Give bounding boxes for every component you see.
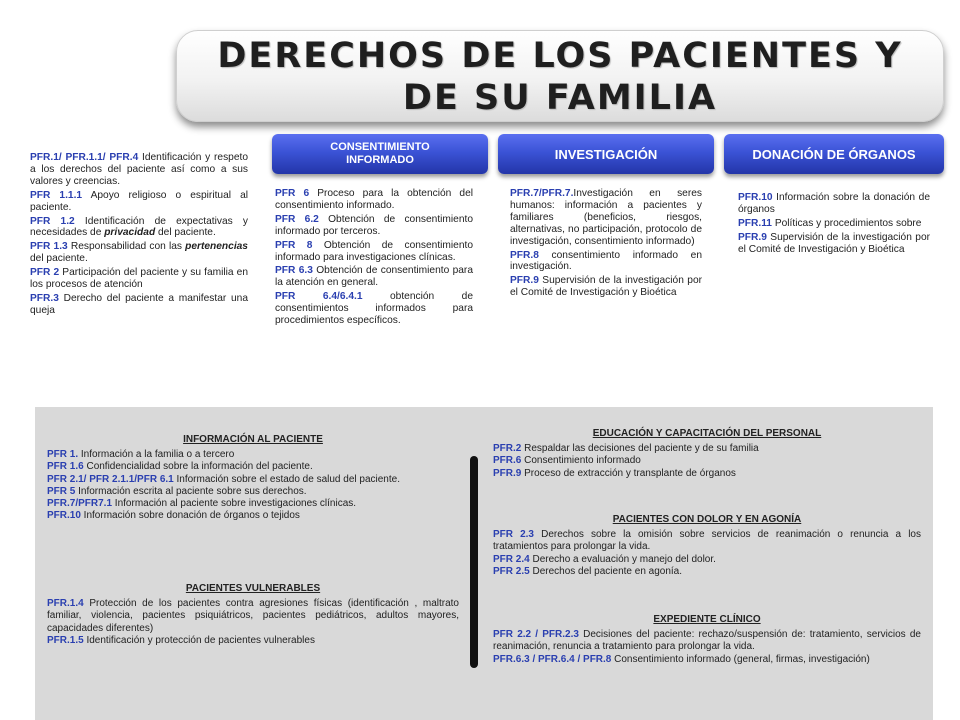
list-item xyxy=(275,188,473,212)
consentimiento-column xyxy=(275,188,473,329)
list-item xyxy=(510,188,702,248)
section-title: PACIENTES CON DOLOR Y EN AGONÍA xyxy=(612,514,802,525)
item-code: PFR.9 xyxy=(493,467,522,479)
item-code: PFR.6 xyxy=(493,455,522,467)
item-code: PFR.2 xyxy=(493,443,522,455)
page-title xyxy=(177,35,943,119)
item-code: PFR 6 xyxy=(275,188,310,199)
section-vulnerables xyxy=(47,583,459,647)
list-item xyxy=(493,529,921,553)
item-code: PFR 6.3 xyxy=(275,265,313,277)
list-item xyxy=(738,218,930,230)
item-code: PFR 2 xyxy=(30,267,60,279)
title-banner xyxy=(176,30,944,122)
header-consentimiento xyxy=(272,134,488,174)
title-line-2: DE SU FAMILIA xyxy=(402,78,718,118)
item-emphasis: privacidad xyxy=(104,227,156,239)
item-text: Información a la familia o a tercero xyxy=(78,449,235,461)
item-text: Políticas y procedimientos sobre xyxy=(771,217,922,229)
header-investigacion xyxy=(498,134,714,174)
item-code: PFR 6.2 xyxy=(275,213,319,225)
item-code: PFR.10 xyxy=(738,192,773,203)
item-text: Información sobre el estado de salud del paciente. xyxy=(173,473,400,485)
item-code: PFR.8 xyxy=(510,249,539,261)
title-line-1: DERECHOS DE LOS PACIENTES Y xyxy=(217,36,903,76)
list-item xyxy=(275,265,473,289)
list-item xyxy=(493,654,921,666)
section-title: EXPEDIENTE CLÍNICO xyxy=(653,614,761,625)
item-code: PFR 1.6 xyxy=(47,461,84,473)
section-title: INFORMACIÓN AL PACIENTE xyxy=(183,434,323,445)
item-text: Obtención de consentimiento informado para investigaciones clínicas. xyxy=(275,239,474,263)
item-code: PFR.1.4 xyxy=(47,598,84,610)
header-consentimiento-line-2: INFORMADO xyxy=(346,154,414,166)
item-text: Confidencialidad sobre la información del paciente. xyxy=(83,461,313,473)
item-code: PFR 2.1/ PFR 2.1.1/PFR 6.1 xyxy=(47,473,174,485)
section-informacion xyxy=(47,434,459,522)
item-code: PFR 1. xyxy=(47,449,79,461)
list-item xyxy=(47,449,459,461)
item-code: PFR.10 xyxy=(47,510,81,522)
item-code: PFR.6.3 / PFR.6.4 / PFR.8 xyxy=(493,653,612,665)
item-code: PFR.1.5 xyxy=(47,634,84,646)
list-item xyxy=(493,554,921,566)
list-item xyxy=(30,293,248,317)
item-text: Respaldar las decisiones del paciente y de su familia xyxy=(521,443,759,455)
item-text: Información al paciente sobre investigaciones clínicas. xyxy=(112,498,357,510)
list-item xyxy=(30,152,248,188)
list-item xyxy=(493,566,921,578)
item-emphasis: pertenencias xyxy=(185,241,248,253)
list-item xyxy=(493,468,921,480)
item-text: Participación del paciente y su familia en los procesos de atención xyxy=(30,267,248,291)
header-investigacion-label: INVESTIGACIÓN xyxy=(554,146,658,162)
item-code: PFR.11 xyxy=(738,217,772,229)
item-code: PFR 2.4 xyxy=(493,553,530,565)
item-code: PFR 6.4/6.4.1 xyxy=(275,291,363,303)
item-text: Protección de los pacientes contra agresiones físicas (identificación , maltrato familiar, violencia, pacientes psiquiátricos, pacientes pediátricos, adultos mayores, capacidades diferentes) xyxy=(47,598,459,634)
item-text: Consentimiento informado xyxy=(521,455,641,467)
list-item xyxy=(493,443,921,455)
list-item xyxy=(47,474,459,486)
item-text: Consentimiento informado (general, firmas, investigación) xyxy=(611,653,870,665)
list-item xyxy=(275,240,473,264)
item-code: PFR.7/PFR.7. xyxy=(510,188,574,199)
list-item xyxy=(275,214,473,238)
list-item xyxy=(47,461,459,473)
item-text: Derechos sobre la omisión sobre servicios de reanimación o renuncia a los tratamientos para prolongar la vida. xyxy=(493,529,921,553)
item-code: PFR 1.1.1 xyxy=(30,189,83,201)
item-text: Identificación y protección de pacientes vulnerables xyxy=(83,634,315,646)
item-code: PFR 2.5 xyxy=(493,565,530,577)
section-expediente xyxy=(493,614,921,666)
list-item xyxy=(510,275,702,299)
item-text: Proceso para la obtención del consentimiento informado. xyxy=(275,188,473,211)
item-text: Identificación de expectativas y necesidades de xyxy=(30,215,248,239)
donacion-column xyxy=(738,192,930,258)
item-text: Obtención de consentimiento para la atención en general. xyxy=(275,265,473,289)
item-text: Información sobre la donación de órganos xyxy=(738,192,930,215)
item-text: Responsabilidad con las xyxy=(67,241,186,253)
item-code: PFR.7/PFR7.1 xyxy=(47,498,113,510)
list-item xyxy=(47,498,459,510)
header-consentimiento-line-1: CONSENTIMIENTO xyxy=(330,141,430,153)
item-text: Derechos del paciente en agonía. xyxy=(529,565,683,577)
section-title: PACIENTES VULNERABLES xyxy=(185,583,321,594)
item-text: Identificación y respeto a los derechos del paciente así como a sus valores y creencias. xyxy=(30,152,248,187)
list-item xyxy=(30,241,248,265)
list-item xyxy=(47,635,459,647)
list-item xyxy=(738,192,930,216)
item-text: Obtención de consentimiento informado por terceros. xyxy=(275,213,473,237)
item-text: Decisiones del paciente: rechazo/suspensión de: tratamiento, servicios de reanimación, renuncia a tratamiento para prolongar la vida. xyxy=(493,629,921,653)
item-text: Supervisión de la investigación por el Comité de Investigación y Bioética xyxy=(738,231,930,255)
item-code: PFR 2.3 xyxy=(493,529,534,541)
list-item xyxy=(493,629,921,653)
list-item xyxy=(30,190,248,214)
item-code: PFR 5 xyxy=(47,485,76,497)
item-text: del paciente. xyxy=(30,253,88,265)
item-text: Derecho a evaluación y manejo del dolor. xyxy=(529,553,716,565)
list-item xyxy=(493,455,921,467)
item-code: PFR.3 xyxy=(30,292,59,304)
item-text: Información sobre donación de órganos o tejidos xyxy=(80,510,300,522)
header-donacion-label: DONACIÓN DE ÓRGANOS xyxy=(752,146,916,162)
item-code: PFR 2.2 / PFR.2.3 xyxy=(493,629,579,641)
item-text: Derecho del paciente a manifestar una queja xyxy=(30,292,248,316)
item-text: Información escrita al paciente sobre sus derechos. xyxy=(75,485,307,497)
item-code: PFR.9 xyxy=(738,231,767,243)
item-text: Proceso de extracción y transplante de órganos xyxy=(521,467,736,479)
list-item xyxy=(47,486,459,498)
section-educacion xyxy=(493,428,921,480)
list-item xyxy=(30,216,248,240)
list-item xyxy=(47,598,459,635)
item-text: Apoyo religioso o espiritual al paciente. xyxy=(30,189,248,213)
left-column xyxy=(30,152,248,319)
item-text: Investigación en seres humanos: información a pacientes y familiares (beneficios, riesgos, alternativas, no participación, protocolo de investigación, consentimiento informado) xyxy=(510,188,702,247)
list-item xyxy=(510,250,702,274)
list-item xyxy=(30,267,248,291)
header-donacion xyxy=(724,134,944,174)
item-text: del paciente. xyxy=(155,227,216,239)
list-item xyxy=(738,232,930,256)
item-text: consentimiento informado en investigación. xyxy=(510,249,702,273)
section-title: EDUCACIÓN Y CAPACITACIÓN DEL PERSONAL xyxy=(592,428,822,439)
list-item xyxy=(47,510,459,522)
item-code: PFR.1/ PFR.1.1/ PFR.4 xyxy=(30,152,139,163)
item-text: obtención de consentimientos informados para procedimientos específicos. xyxy=(275,291,473,327)
item-text: Supervisión de la investigación por el Comité de Investigación y Bioética xyxy=(510,275,702,299)
vertical-divider xyxy=(470,456,478,668)
item-code: PFR.9 xyxy=(510,275,539,287)
item-code: PFR 1.2 xyxy=(30,215,75,227)
list-item xyxy=(275,291,473,327)
section-dolor xyxy=(493,514,921,578)
item-code: PFR 8 xyxy=(275,239,313,251)
item-code: PFR 1.3 xyxy=(30,241,68,253)
investigacion-column xyxy=(510,188,702,301)
